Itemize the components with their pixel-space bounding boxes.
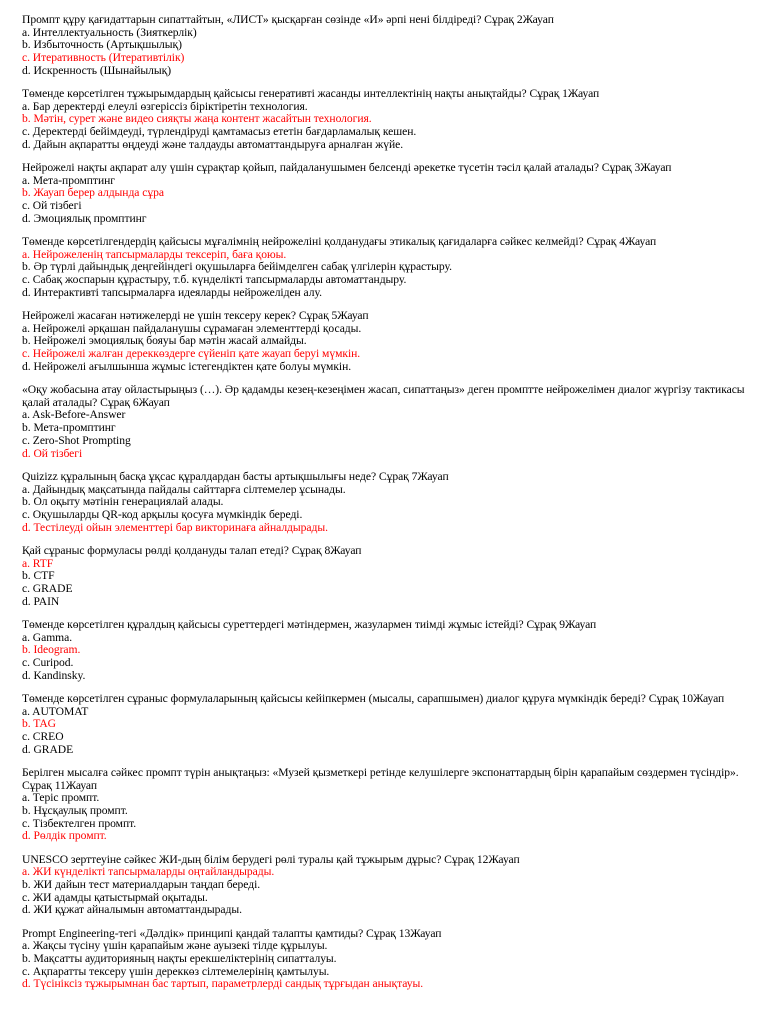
answer-option-correct: d. Рөлдік промпт. <box>22 829 107 843</box>
answer-option: c. Zero-Shot Prompting <box>22 433 131 447</box>
answer-option: b. Избыточность (Артықшылық) <box>22 38 182 52</box>
answer-option: a. AUTOMAT <box>22 704 89 718</box>
answer-option-correct: d. Ой тізбегі <box>22 446 83 460</box>
answer-option: c. Curipod. <box>22 655 74 669</box>
answer-option-correct: b. Мәтін, сурет және видео сияқты жаңа контент жасайтын технология. <box>22 112 372 126</box>
answer-option: d. Искренность (Шынайылық) <box>22 63 172 77</box>
answer-option: b. Нұсқаулық промпт. <box>22 803 128 817</box>
answer-option: a. Бар деректерді елеулі өзгеріссіз біріктіретін технология. <box>22 99 308 113</box>
answer-option: b. ЖИ дайын тест материалдарын таңдап береді. <box>22 877 261 891</box>
question-text: Қай сұраныс формуласы рөлді қолдануды талап етеді? Сұрақ 8Жауап <box>22 543 362 557</box>
answer-option: c. CREO <box>22 729 64 743</box>
question-block <box>22 854 752 918</box>
answer-option: a. Ask-Before-Answer <box>22 408 126 422</box>
answer-option: d. Нейрожелі ағылшынша жұмыс істегендіктен қате болуы мүмкін. <box>22 359 352 373</box>
answer-option-correct: c. Итеративность (Итеративтілік) <box>22 51 185 65</box>
answer-option: d. ЖИ құжат айналымын автоматтандырады. <box>22 903 242 917</box>
answer-option: a. Нейрожелі әрқашан пайдаланушы сұрамаған элементтерді қосады. <box>22 321 362 335</box>
answer-option-correct: b. Ideogram. <box>22 643 81 657</box>
answer-option: a. Теріс промпт. <box>22 791 100 805</box>
question-block <box>22 14 752 78</box>
answer-option: b. Мақсатты аудиторияның нақты ерекшеліктерінің сипатталуы. <box>22 952 337 965</box>
answer-option-correct: c. Нейрожелі жалған дереккөздерге сүйеніп қате жауап беруі мүмкін. <box>22 347 361 361</box>
answer-option: b. Нейрожелі эмоциялық бояуы бар мәтін жасай алмайды. <box>22 334 307 348</box>
answer-option: c. Деректерді бейімдеуді, түрлендіруді қамтамасыз ететін бағдарламалық кешен. <box>22 125 417 139</box>
question-block <box>22 619 752 683</box>
answer-option: d. Эмоциялық промптинг <box>22 211 147 225</box>
answer-option: c. Сабақ жоспарын құрастыру, т.б. күнделікті тапсырмаларды автоматтандыру. <box>22 273 407 287</box>
question-text: Quizizz құралының басқа ұқсас құралдардан басты артықшылығы неде? Сұрақ 7Жауап <box>22 469 449 483</box>
answer-option-correct: d. Тестілеуді ойын элементтері бар викторинаға айналдырады. <box>22 520 328 534</box>
answer-option-correct: a. RTF <box>22 556 54 570</box>
question-text: Промпт құру қағидаттарын сипаттайтын, «ЛИСТ» қысқарған сөзінде «И» әрпі нені білдіреді? Сұрақ 2Жауап <box>22 13 554 26</box>
question-block <box>22 767 752 843</box>
answer-option: c. Оқушыларды QR-код арқылы қосуға мүмкіндік береді. <box>22 507 303 521</box>
answer-option: d. Kandinsky. <box>22 668 86 682</box>
question-text: Нейрожелі жасаған нәтижелерді не үшін тексеру керек? Сұрақ 5Жауап <box>22 309 369 323</box>
answer-option-correct: a. ЖИ күнделікті тапсырмаларды оңтайландырады. <box>22 865 275 879</box>
question-text: UNESCO зерттеуіне сәйкес ЖИ-дың білім берудегі рөлі туралы қай тұжырым дұрыс? Сұрақ 12Жауап <box>22 852 520 866</box>
answer-option: c. Ой тізбегі <box>22 199 82 213</box>
answer-option: a. Gamma. <box>22 630 73 644</box>
answer-option: d. PAIN <box>22 594 60 608</box>
answer-option-correct: b. TAG <box>22 717 56 731</box>
answer-option: b. Мета-промптинг <box>22 421 116 435</box>
answer-option: a. Интеллектуальность (Зияткерлік) <box>22 25 197 39</box>
answer-option: d. Дайын ақпаратты өңдеуді және талдауды автоматтандыруға арналған жүйе. <box>22 137 404 151</box>
question-block <box>22 928 752 992</box>
question-text: Төменде көрсетілгендердің қайсысы мұғалімнің нейрожеліні қолданудағы этикалық қағидаларға сәйкес келмейді? Сұрақ 4Жауап <box>22 235 657 249</box>
question-block <box>22 162 752 226</box>
question-block <box>22 693 752 757</box>
answer-option: b. Ол оқыту мәтінін генерациялай алады. <box>22 495 224 509</box>
answer-option-correct: b. Жауап берер алдында сұра <box>22 186 164 200</box>
answer-option: d. GRADE <box>22 742 74 756</box>
question-block <box>22 236 752 300</box>
answer-option: c. GRADE <box>22 581 73 595</box>
question-text: Prompt Engineering-тегі «Дәлдік» принципі қандай талапты қамтиды? Сұрақ 13Жауап <box>22 926 442 940</box>
question-text: Төменде көрсетілген құралдың қайсысы суреттердегі мәтіндермен, жазулармен тиімді жұмыс істейді? Сұрақ 9Жауап <box>22 617 597 631</box>
answer-option-correct: a. Нейрожеленің тапсырмаларды тексеріп, баға қоюы. <box>22 247 287 261</box>
question-text: Төменде көрсетілген сұраныс формулаларының қайсысы кейіпкермен (мысалы, сарапшымен) диалог құруға мүмкіндік береді? Сұрақ 10Жауап <box>22 691 725 705</box>
question-block <box>22 310 752 374</box>
answer-option-correct: d. Түсініксіз тұжырымнан бас тартып, параметрлерді сандық тұрғыдан анықтауы. <box>22 977 424 991</box>
document-page <box>22 14 752 1002</box>
answer-option: b. CTF <box>22 569 55 583</box>
question-block <box>22 384 752 460</box>
answer-option: d. Интерактивті тапсырмаларға идеяларды нейрожеліден алу. <box>22 285 322 299</box>
answer-option: a. Дайындық мақсатында пайдалы сайттарға сілтемелер ұсынады. <box>22 482 346 496</box>
question-text: Төменде көрсетілген тұжырымдардың қайсысы генеративті жасанды интеллектінің нақты анықтайды? Сұрақ 1Жауап <box>22 87 600 101</box>
question-block <box>22 88 752 152</box>
answer-option: c. ЖИ адамды қатыстырмай оқытады. <box>22 890 208 904</box>
question-text: Берілген мысалға сәйкес промпт түрін анықтаңыз: «Музей қызметкері ретінде келушілерге экспонаттардың бірін қарапайым сөздермен түсіндір». Сұрақ 11Жауап <box>22 765 739 792</box>
question-block <box>22 471 752 535</box>
answer-option: a. Жақсы түсіну үшін қарапайым және ауызекі тілде құрылуы. <box>22 939 328 953</box>
question-text: «Оқу жобасына атау ойластырыңыз (…). Әр қадамды кезең-кезеңімен жасап, сипаттаңыз» деген промптте нейрожелімен диалог жүргізу тактикасы қалай аталады? Сұрақ 6Жауап <box>22 383 745 409</box>
question-text: Нейрожелі нақты ақпарат алу үшін сұрақтар қойып, пайдаланушымен белсенді әрекетке түсетін тәсіл қалай аталады? Сұрақ 3Жауап <box>22 161 672 175</box>
question-block <box>22 545 752 609</box>
answer-option: a. Мета-промптинг <box>22 173 115 187</box>
answer-option: c. Ақпаратты тексеру үшін дереккөз сілтемелерінің қамтылуы. <box>22 964 330 978</box>
answer-option: c. Тізбектелген промпт. <box>22 816 137 830</box>
answer-option: b. Әр түрлі дайындық деңгейіндегі оқушыларға бейімделген сабақ үлгілерін құрастыру. <box>22 260 452 274</box>
